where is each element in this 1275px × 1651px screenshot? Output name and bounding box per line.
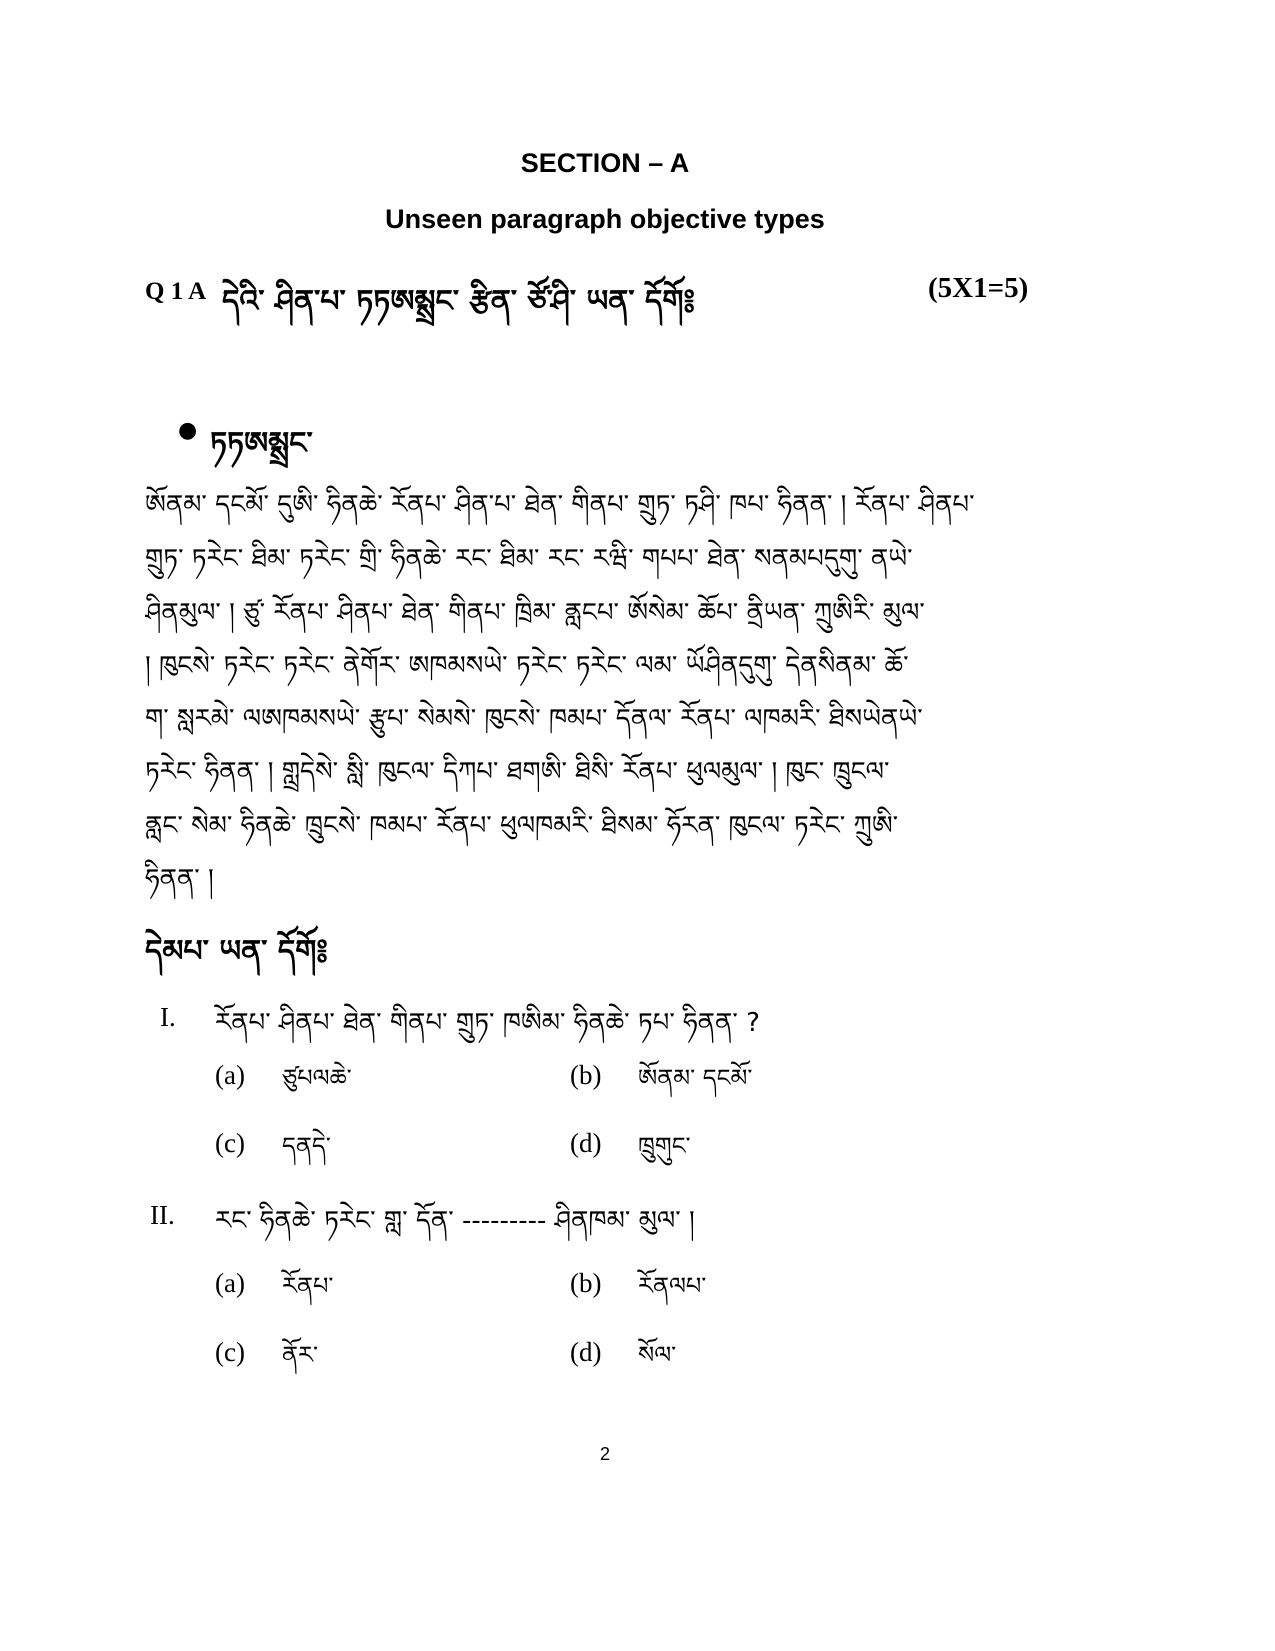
passage-heading: ཏཏཨམྶྲང་ bbox=[210, 426, 313, 461]
question-instruction: དེའི་ ཤིན་པ་ ཏཏཨམྶྲང་ རྩིན་ ཙོ་ཤི་ ཡན་ དོགོ༔ bbox=[222, 284, 695, 319]
option-text: ནོར་ bbox=[282, 1341, 318, 1369]
option-label: (d) bbox=[570, 1337, 602, 1367]
question-text: ཪོནཔ་ ཤིནཔ་ ཐེན་ གིནཔ་ གྲུཏ་ ཁཨིམ་ ཧིནཆེ་ ཏཔ་ ཧིནན་ ? bbox=[215, 1008, 760, 1038]
question-text: ཪང་ ཧིནཆེ་ ཏཪེང་ གླ་ དོན་ --------- ཤིནཁམ་ མུལ་ ། bbox=[215, 1206, 695, 1236]
option-text: ཨོནམ་ དངམོ་ bbox=[638, 1064, 753, 1092]
option-text: ཁྲུགུང་ bbox=[638, 1132, 691, 1160]
option-label: (c) bbox=[215, 1337, 245, 1367]
option-label: (c) bbox=[215, 1128, 245, 1158]
passage-line: ཏཪེང་ ཧིནན་ ། གླྲདེསེ་ སླི་ ཁུངལ་ དིཀཔ་ ཐགཨི་ ཐིསི་ ཪོནཔ་ ཕུལམུལ་ ། ཁུང་ ཁྲུངལ་ bbox=[145, 757, 890, 787]
questions-heading: དེམཔ་ ཡན་ དོགོ༔ bbox=[145, 934, 328, 969]
passage-line: གྲུཏ་ ཏཪེང་ ཐིམ་ ཏཪེང་ གྲི་ ཧིནཆེ་ ཪང་ ཐིམ་ ཪང་ རཝི་ གཔཔ་ ཐེན་ སནམཔདུགུ་ ནཡེ་ bbox=[145, 544, 913, 574]
option-text: ཪོནཔ་ bbox=[282, 1272, 334, 1300]
question-label: Q 1 A bbox=[145, 278, 207, 305]
page-number: 2 bbox=[599, 1444, 610, 1464]
question-marks: (5X1=5) bbox=[928, 272, 1029, 304]
option-text: ཪོནལཔ་ bbox=[638, 1272, 707, 1300]
option-label: (b) bbox=[570, 1268, 602, 1298]
passage-line: ནླང་ སེམ་ ཧིནཆེ་ ཁྲུངསེ་ ཁམཔ་ ཪོནཔ་ ཕུལཁམཪི་ ཐིསམ་ ཧོཪན་ ཁུངལ་ ཏཪེང་ ཀྲུཨི་ bbox=[145, 811, 899, 841]
option-text: དནདེ་ bbox=[282, 1132, 331, 1160]
option-label: (a) bbox=[215, 1060, 245, 1090]
option-label: (d) bbox=[570, 1128, 602, 1158]
bullet-icon: ● bbox=[178, 418, 198, 443]
passage-line: ། ཁུངསེ་ ཏཪེང་ ཏཪེང་ ནེགོར་ ཨཁམསཡེ་ ཏཪེང་ ཏཪེང་ ལམ་ ཡོཤིནདུགུ་ དེནསིནམ་ ཆོ་ bbox=[145, 651, 909, 681]
passage-line: ག་ སླརམེ་ ལཨཁམསཡེ་ རྩུཔ་ སེམསེ་ ཁུངསེ་ ཁམཔ་ དོནལ་ ཪོནཔ་ ལཁམཪི་ ཐིསཡེནཡེ་ bbox=[145, 704, 923, 734]
option-text: སོལ་ bbox=[638, 1341, 677, 1369]
question-number: II. bbox=[150, 1200, 175, 1230]
option-text: ཙུཔལཆེ་ bbox=[282, 1064, 352, 1092]
passage-line: ཧིནན་ ། bbox=[145, 864, 214, 894]
section-title: SECTION – A bbox=[520, 148, 690, 178]
option-label: (b) bbox=[570, 1060, 602, 1090]
option-label: (a) bbox=[215, 1268, 245, 1298]
passage-line: ཤིནམུལ་ ། ཙུ་ ཪོནཔ་ ཤིནཔ་ ཐེན་ གིནཔ་ ཁྲིམ་ ནླངཔ་ ཨོསེམ་ ཆོཔ་ ནྲིཡན་ ཀྲུཨིརི་ མུལ་ bbox=[145, 598, 925, 628]
question-number: I. bbox=[160, 1002, 176, 1032]
section-subtitle: Unseen paragraph objective types bbox=[385, 204, 825, 234]
passage-line: ཨོནམ་ དངམོ་ དུཨི་ ཧིནཆེ་ ཪོནཔ་ ཤིན་པ་ ཐེན་ གིནཔ་ གྲུཏ་ ཏཤི་ ཁཔ་ ཧིནན་ ། ཪོནཔ་ ཤིནཔ་ bbox=[145, 490, 975, 520]
